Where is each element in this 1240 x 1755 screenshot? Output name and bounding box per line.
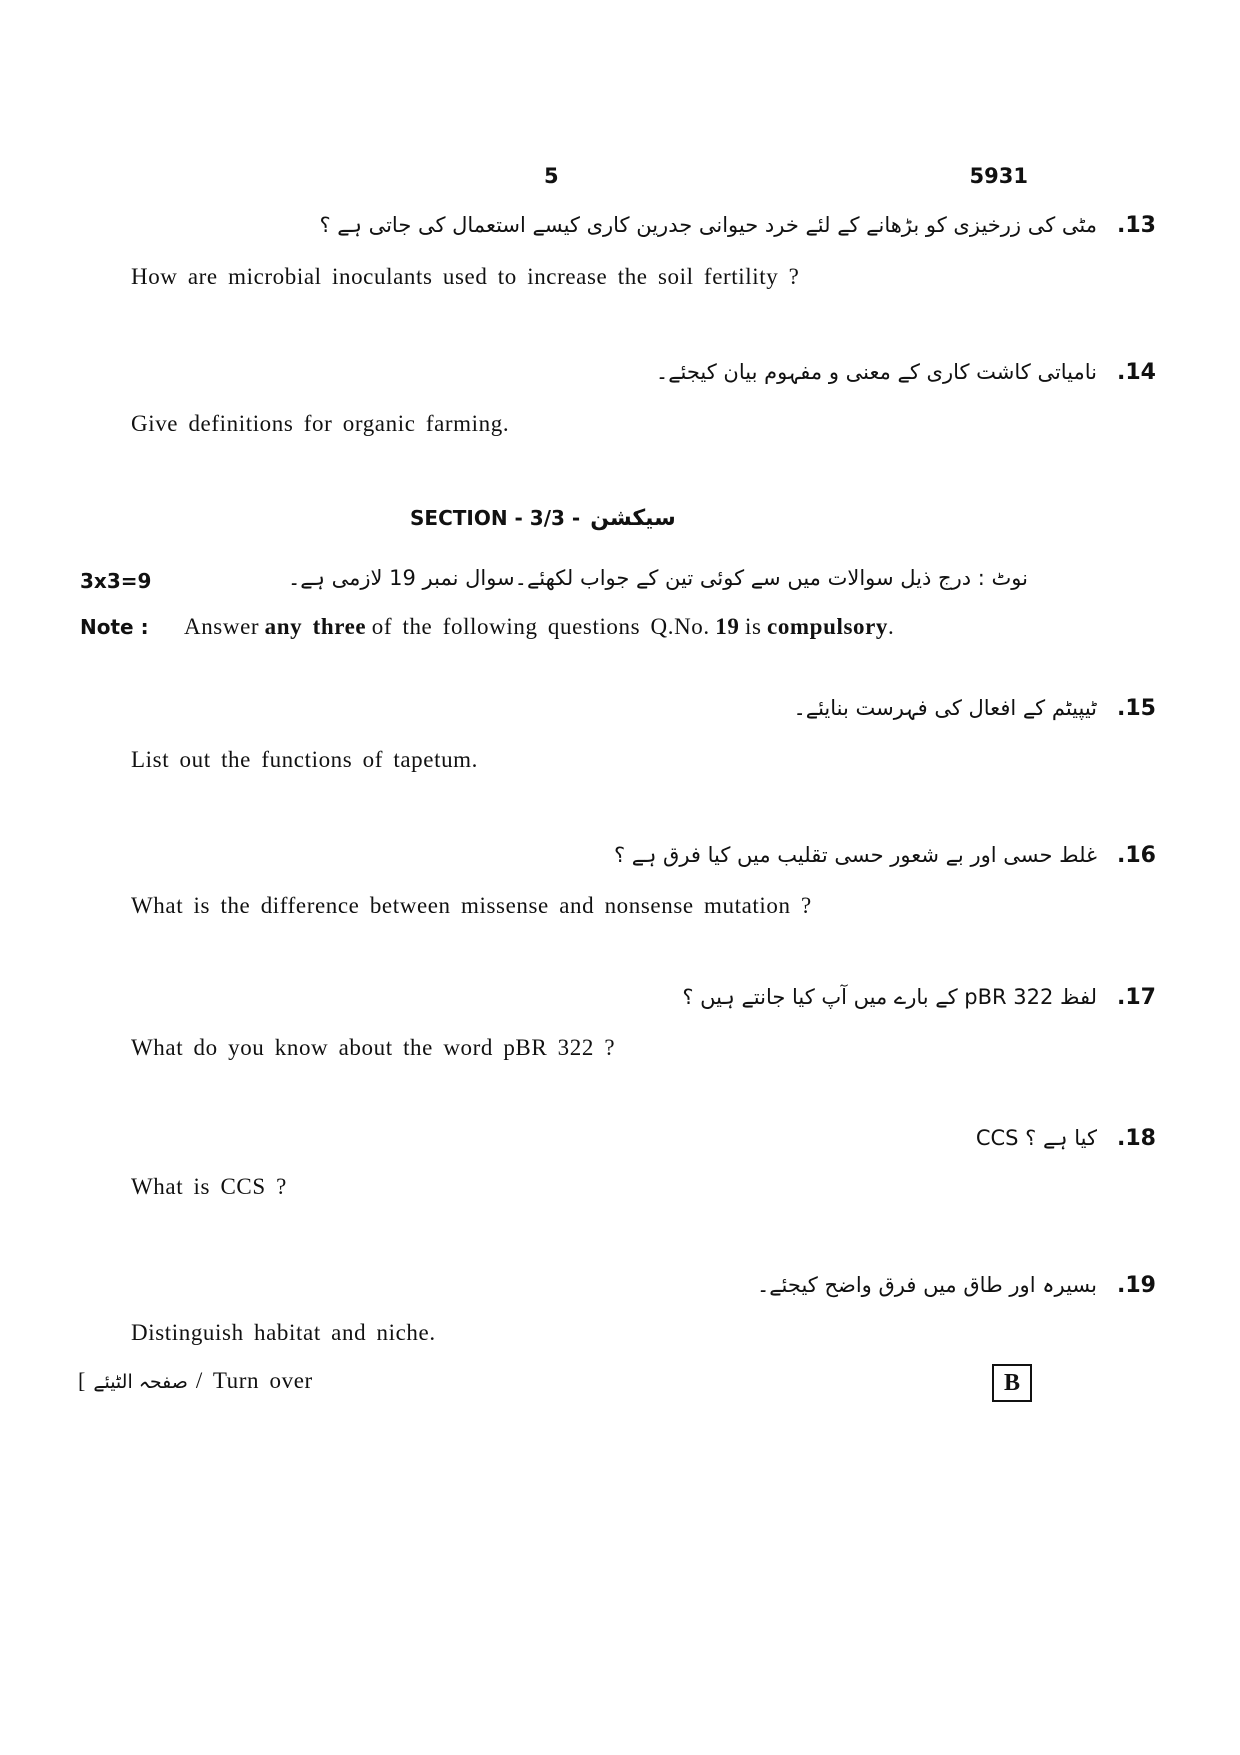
- question-number: .14: [1117, 360, 1156, 385]
- question-19-english: Distinguish habitat and niche.: [131, 1320, 436, 1345]
- turn-over-footer: [78, 1368, 313, 1394]
- question-18-english: What is CCS ?: [131, 1174, 287, 1199]
- note-text-2: of the following questions Q.No.: [371, 614, 710, 639]
- note-english: [80, 614, 894, 640]
- question-13-english: How are microbial inoculants used to increase the soil fertility ?: [131, 264, 800, 289]
- question-13-urdu-row: [319, 213, 1156, 238]
- question-number: .15: [1117, 696, 1156, 721]
- question-urdu-text: بسیرہ اور طاق میں فرق واضح کیجئے۔: [756, 1273, 1098, 1297]
- question-17-english: What do you know about the word pBR 322 ?: [131, 1035, 616, 1060]
- section-heading: [410, 506, 676, 531]
- question-urdu-text: لفظ pBR 322 کے بارے میں آپ کیا جانتے ہیں ؟: [682, 985, 1098, 1009]
- section-label: SECTION - 3/3 -: [410, 506, 581, 530]
- question-urdu-text: مٹی کی زرخیزی کو بڑھانے کے لئے خرد حیوانی جدرین کاری کیسے استعمال کی جاتی ہے ؟: [319, 213, 1098, 237]
- footer-urdu: صفحہ الٹیئے: [93, 1371, 188, 1393]
- question-16-english: What is the difference between missense and nonsense mutation ?: [131, 893, 812, 918]
- question-urdu-text: غلط حسی اور بے شعور حسی تقلیب میں کیا فرق ہے ؟: [613, 843, 1098, 867]
- note-text-1: Answer: [184, 614, 260, 639]
- note-text-3: is: [744, 614, 762, 639]
- note-urdu: نوٹ : درج ذیل سوالات میں سے کوئی تین کے جواب لکھئے۔سوال نمبر 19 لازمی ہے۔: [287, 566, 1028, 590]
- footer-turn-over: / Turn over: [195, 1368, 313, 1393]
- section-urdu: سیکشن: [590, 506, 676, 531]
- question-15-english: List out the functions of tapetum.: [131, 747, 479, 772]
- question-number: .17: [1117, 985, 1156, 1010]
- note-label: Note :: [80, 615, 149, 639]
- question-number: .16: [1117, 843, 1156, 868]
- question-15-urdu-row: [793, 696, 1156, 721]
- question-18-urdu-row: [976, 1126, 1156, 1151]
- paper-code: 5931: [969, 164, 1028, 188]
- question-urdu-text: ٹیپیٹم کے افعال کی فہرست بنایئے۔: [793, 696, 1098, 720]
- question-16-urdu-row: [614, 843, 1156, 868]
- question-14-urdu-row: [656, 360, 1156, 385]
- set-code-box: B: [992, 1364, 1032, 1402]
- question-number: .19: [1117, 1273, 1156, 1298]
- question-19-urdu-row: [757, 1273, 1156, 1298]
- question-17-urdu-row: [682, 985, 1156, 1010]
- note-bold-question-number: 19: [715, 614, 740, 639]
- footer-bracket: [: [78, 1368, 86, 1393]
- question-number: .18: [1117, 1126, 1156, 1151]
- question-14-english: Give definitions for organic farming.: [131, 411, 510, 436]
- question-urdu-text: نامیاتی کاشت کاری کے معنی و مفہوم بیان کیجئے۔: [655, 360, 1098, 384]
- note-bold-any-three: any three: [264, 614, 367, 639]
- page-number: 5: [544, 164, 559, 188]
- question-urdu-text: CCS کیا ہے ؟: [975, 1126, 1098, 1150]
- note-bold-compulsory: compulsory: [767, 614, 889, 639]
- note-text-4: .: [888, 614, 895, 639]
- marks-label: 3x3=9: [80, 569, 152, 593]
- question-number: .13: [1117, 213, 1156, 238]
